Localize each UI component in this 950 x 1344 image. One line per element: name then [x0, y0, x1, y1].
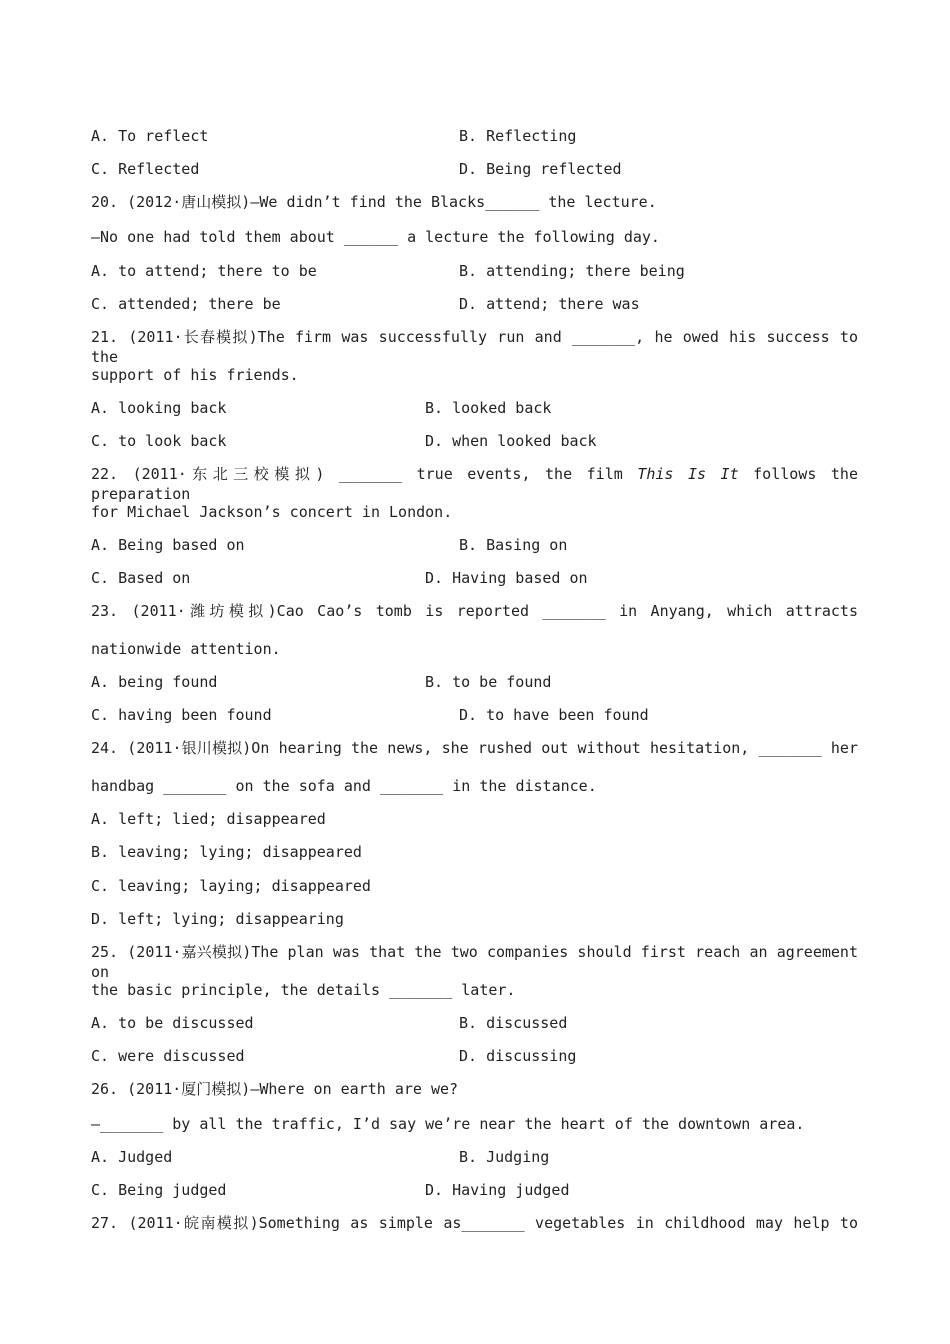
- q25-stem-line1: 25. (2011·嘉兴模拟)The plan was that the two companies should first reach an agreement on: [91, 943, 858, 981]
- q23-option-a: A. being found: [91, 673, 218, 691]
- q24-option-c: C. leaving; laying; disappeared: [91, 877, 371, 895]
- q20-option-b: B. attending; there being: [459, 262, 685, 280]
- q19-option-b: B. Reflecting: [459, 127, 577, 145]
- q20-option-a: A. to attend; there to be: [91, 262, 317, 280]
- q22-stem-line2: for Michael Jackson’s concert in London.: [91, 503, 453, 521]
- q25-stem-line2: the basic principle, the details _______ later.: [91, 981, 516, 999]
- q23-stem-line1: 23. (2011·潍坊模拟)Cao Cao’s tomb is reported _______ in Anyang, which attracts: [91, 602, 858, 620]
- q24-stem-line2: handbag _______ on the sofa and _______ in the distance.: [91, 777, 597, 795]
- q22-option-c: C. Based on: [91, 569, 191, 587]
- q23-stem-line2: nationwide attention.: [91, 640, 281, 658]
- q24-option-b: B. leaving; lying; disappeared: [91, 843, 362, 861]
- q21-stem-line2: support of his friends.: [91, 366, 299, 384]
- q25-option-a: A. to be discussed: [91, 1014, 254, 1032]
- q25-option-d: D. discussing: [459, 1047, 577, 1065]
- q27-stem-line1: 27. (2011·皖南模拟)Something as simple as_______ vegetables in childhood may help to: [91, 1214, 858, 1232]
- q23-option-d: D. to have been found: [459, 706, 649, 724]
- q21-stem-line1: 21. (2011·长春模拟)The firm was successfully run and _______, he owed his success to the: [91, 328, 858, 366]
- q23-option-c: C. having been found: [91, 706, 272, 724]
- q20-stem-line2: —No one had told them about ______ a lecture the following day.: [91, 228, 660, 246]
- q22-stem-pre: 22. (2011·东北三校模拟) _______ true events, the film: [91, 465, 638, 483]
- q21-option-a: A. looking back: [91, 399, 227, 417]
- q21-option-b: B. looked back: [425, 399, 552, 417]
- q25-option-b: B. discussed: [459, 1014, 568, 1032]
- q26-stem-line1: 26. (2011·厦门模拟)—Where on earth are we?: [91, 1080, 459, 1098]
- q21-option-c: C. to look back: [91, 432, 227, 450]
- q26-option-b: B. Judging: [459, 1148, 550, 1166]
- q20-option-d: D. attend; there was: [459, 295, 640, 313]
- q26-option-c: C. Being judged: [91, 1181, 227, 1199]
- q22-stem-post: follows the preparation: [91, 465, 858, 503]
- q26-option-d: D. Having judged: [425, 1181, 570, 1199]
- q22-film-title: This Is It: [637, 465, 739, 483]
- q22-option-a: A. Being based on: [91, 536, 245, 554]
- q19-option-d: D. Being reflected: [459, 160, 622, 178]
- q26-option-a: A. Judged: [91, 1148, 173, 1166]
- q24-option-a: A. left; lied; disappeared: [91, 810, 326, 828]
- q21-option-d: D. when looked back: [425, 432, 597, 450]
- q22-stem-line1: [91, 464, 858, 504]
- q26-stem-line2: —_______ by all the traffic, I’d say we’re near the heart of the downtown area.: [91, 1115, 805, 1133]
- q19-option-c: C. Reflected: [91, 160, 200, 178]
- q20-option-c: C. attended; there be: [91, 295, 281, 313]
- q20-stem-line1: 20. (2012·唐山模拟)—We didn’t find the Blacks______ the lecture.: [91, 193, 657, 211]
- q24-stem-line1: 24. (2011·银川模拟)On hearing the news, she rushed out without hesitation, _______ her: [91, 739, 858, 757]
- q23-option-b: B. to be found: [425, 673, 552, 691]
- q19-option-a: A. To reflect: [91, 127, 209, 145]
- q22-option-b: B. Basing on: [459, 536, 568, 554]
- q22-option-d: D. Having based on: [425, 569, 588, 587]
- q24-option-d: D. left; lying; disappearing: [91, 910, 344, 928]
- q25-option-c: C. were discussed: [91, 1047, 245, 1065]
